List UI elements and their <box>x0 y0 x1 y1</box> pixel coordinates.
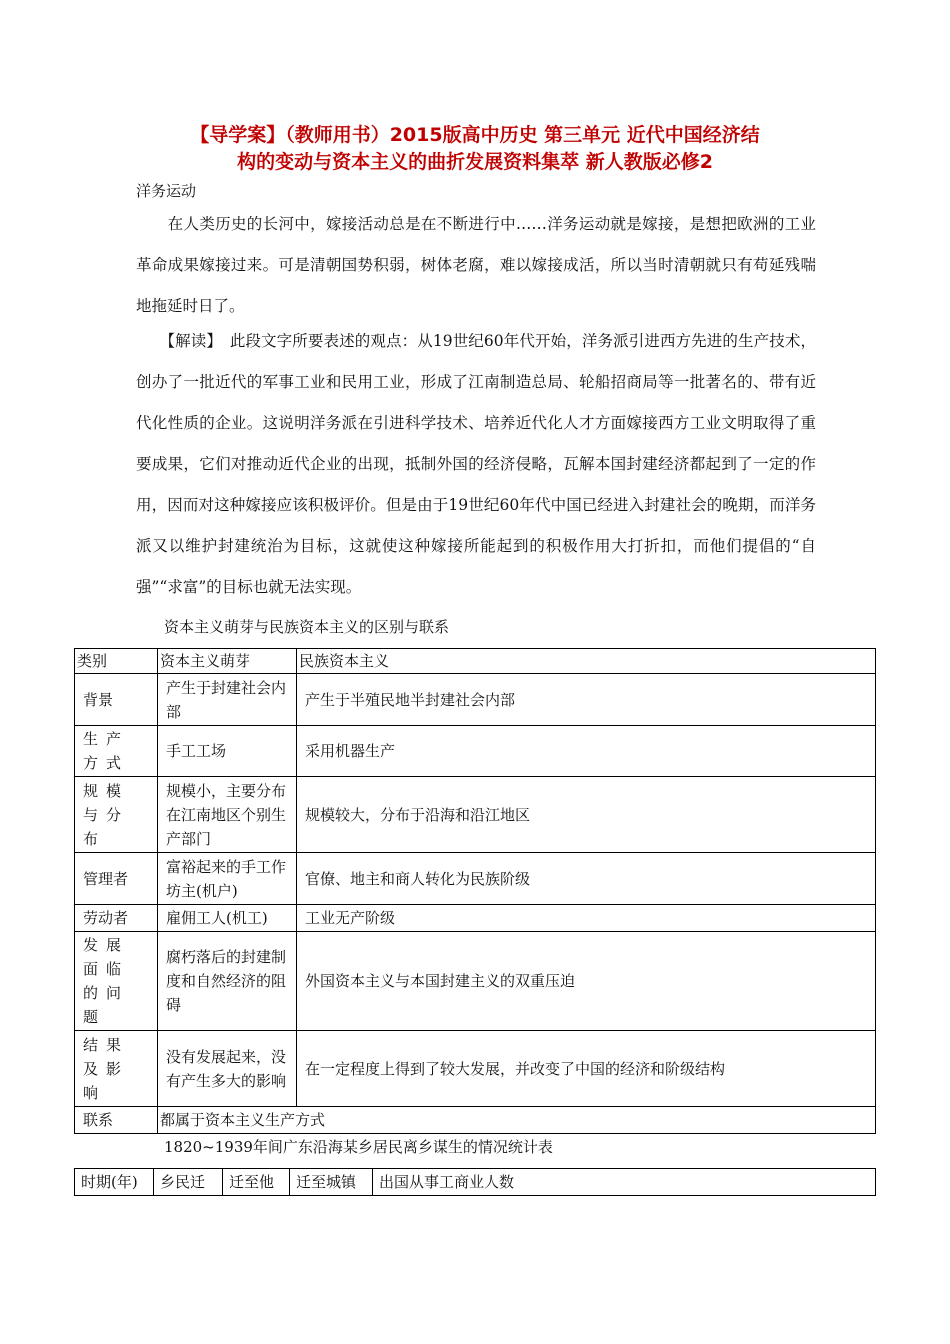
row-label: 规模与分布 <box>75 777 158 853</box>
table-row <box>75 932 876 1031</box>
national-cell: 规模较大，分布于沿海和沿江地区 <box>297 777 876 853</box>
sprouts-cell: 腐朽落后的封建制度和自然经济的阻碍 <box>158 932 297 1031</box>
table-row <box>75 853 876 905</box>
comparison-table <box>74 648 876 1134</box>
link-cell: 都属于资本主义生产方式 <box>158 1107 876 1134</box>
table-row <box>75 1031 876 1107</box>
sprouts-cell: 手工工场 <box>158 726 297 777</box>
table-header-row <box>75 1169 876 1196</box>
header-cell: 迁至城镇 <box>290 1169 373 1196</box>
header-cell: 时期(年) <box>75 1169 154 1196</box>
sprouts-cell: 规模小，主要分布在江南地区个别生产部门 <box>158 777 297 853</box>
header-cell: 出国从事工商业人数 <box>373 1169 876 1196</box>
national-cell: 产生于半殖民地半封建社会内部 <box>297 674 876 726</box>
table-row <box>75 726 876 777</box>
header-cell: 迁至他 <box>223 1169 290 1196</box>
title-line-2: 构的变动与资本主义的曲折发展资料集萃 新人教版必修2 <box>237 151 713 173</box>
table2-caption: 1820~1939年间广东沿海某乡居民离乡谋生的情况统计表 <box>164 1138 553 1156</box>
row-label: 联系 <box>75 1107 158 1134</box>
sprouts-cell: 没有发展起来，没有产生多大的影响 <box>158 1031 297 1107</box>
header-cell: 乡民迁 <box>154 1169 223 1196</box>
header-cell: 民族资本主义 <box>297 649 876 674</box>
header-cell: 类别 <box>75 649 158 674</box>
emigration-table <box>74 1168 876 1196</box>
table-row-link <box>75 1107 876 1134</box>
section-heading: 洋务运动 <box>136 182 197 200</box>
table1-caption: 资本主义萌芽与民族资本主义的区别与联系 <box>164 618 450 636</box>
row-label: 背景 <box>75 674 158 726</box>
sprouts-cell: 产生于封建社会内部 <box>158 674 297 726</box>
title-line-1: 【导学案】（教师用书）2015版高中历史 第三单元 近代中国经济结 <box>190 124 760 146</box>
row-label: 劳动者 <box>75 905 158 932</box>
national-cell: 在一定程度上得到了较大发展，并改变了中国的经济和阶级结构 <box>297 1031 876 1107</box>
sprouts-cell: 雇佣工人(机工) <box>158 905 297 932</box>
row-label: 发展面临的问题 <box>75 932 158 1031</box>
table-row <box>75 777 876 853</box>
row-label: 结果及影响 <box>75 1031 158 1107</box>
header-cell: 资本主义萌芽 <box>158 649 297 674</box>
sprouts-cell: 富裕起来的手工作坊主(机户) <box>158 853 297 905</box>
national-cell: 采用机器生产 <box>297 726 876 777</box>
paragraph-quote: 在人类历史的长河中，嫁接活动总是在不断进行中……洋务运动就是嫁接，是想把欧洲的工业革命成果嫁接过来。可是清朝国势积弱，树体老腐，难以嫁接成活，所以当时清朝就只有苟延残喘地拖延时日了。 <box>136 215 816 315</box>
national-cell: 外国资本主义与本国封建主义的双重压迫 <box>297 932 876 1031</box>
document-title <box>90 122 860 176</box>
national-cell: 工业无产阶级 <box>297 905 876 932</box>
table-header-row <box>75 649 876 674</box>
table-row <box>75 674 876 726</box>
table-row <box>75 905 876 932</box>
row-label: 管理者 <box>75 853 158 905</box>
paragraph-interpretation: 【解读】 此段文字所要表述的观点：从19世纪60年代开始，洋务派引进西方先进的生产技术，创办了一批近代的军事工业和民用工业，形成了江南制造总局、轮船招商局等一批著名的、带有近代化性质的企业。这说明洋务派在引进科学技术、培养近代化人才方面嫁接西方工业文明取得了重要成果，它们对推动近代企业的出现，抵制外国的经济侵略，瓦解本国封建经济都起到了一定的作用，因而对这种嫁接应该积极评价。但是由于19世纪60年代中国已经进入封建社会的晚期，而洋务派又以维护封建统治为目标，这就使这种嫁接所能起到的积极作用大打折扣，而他们提倡的“自强”“求富”的目标也就无法实现。 <box>136 332 816 596</box>
national-cell: 官僚、地主和商人转化为民族阶级 <box>297 853 876 905</box>
row-label: 生产方式 <box>75 726 158 777</box>
